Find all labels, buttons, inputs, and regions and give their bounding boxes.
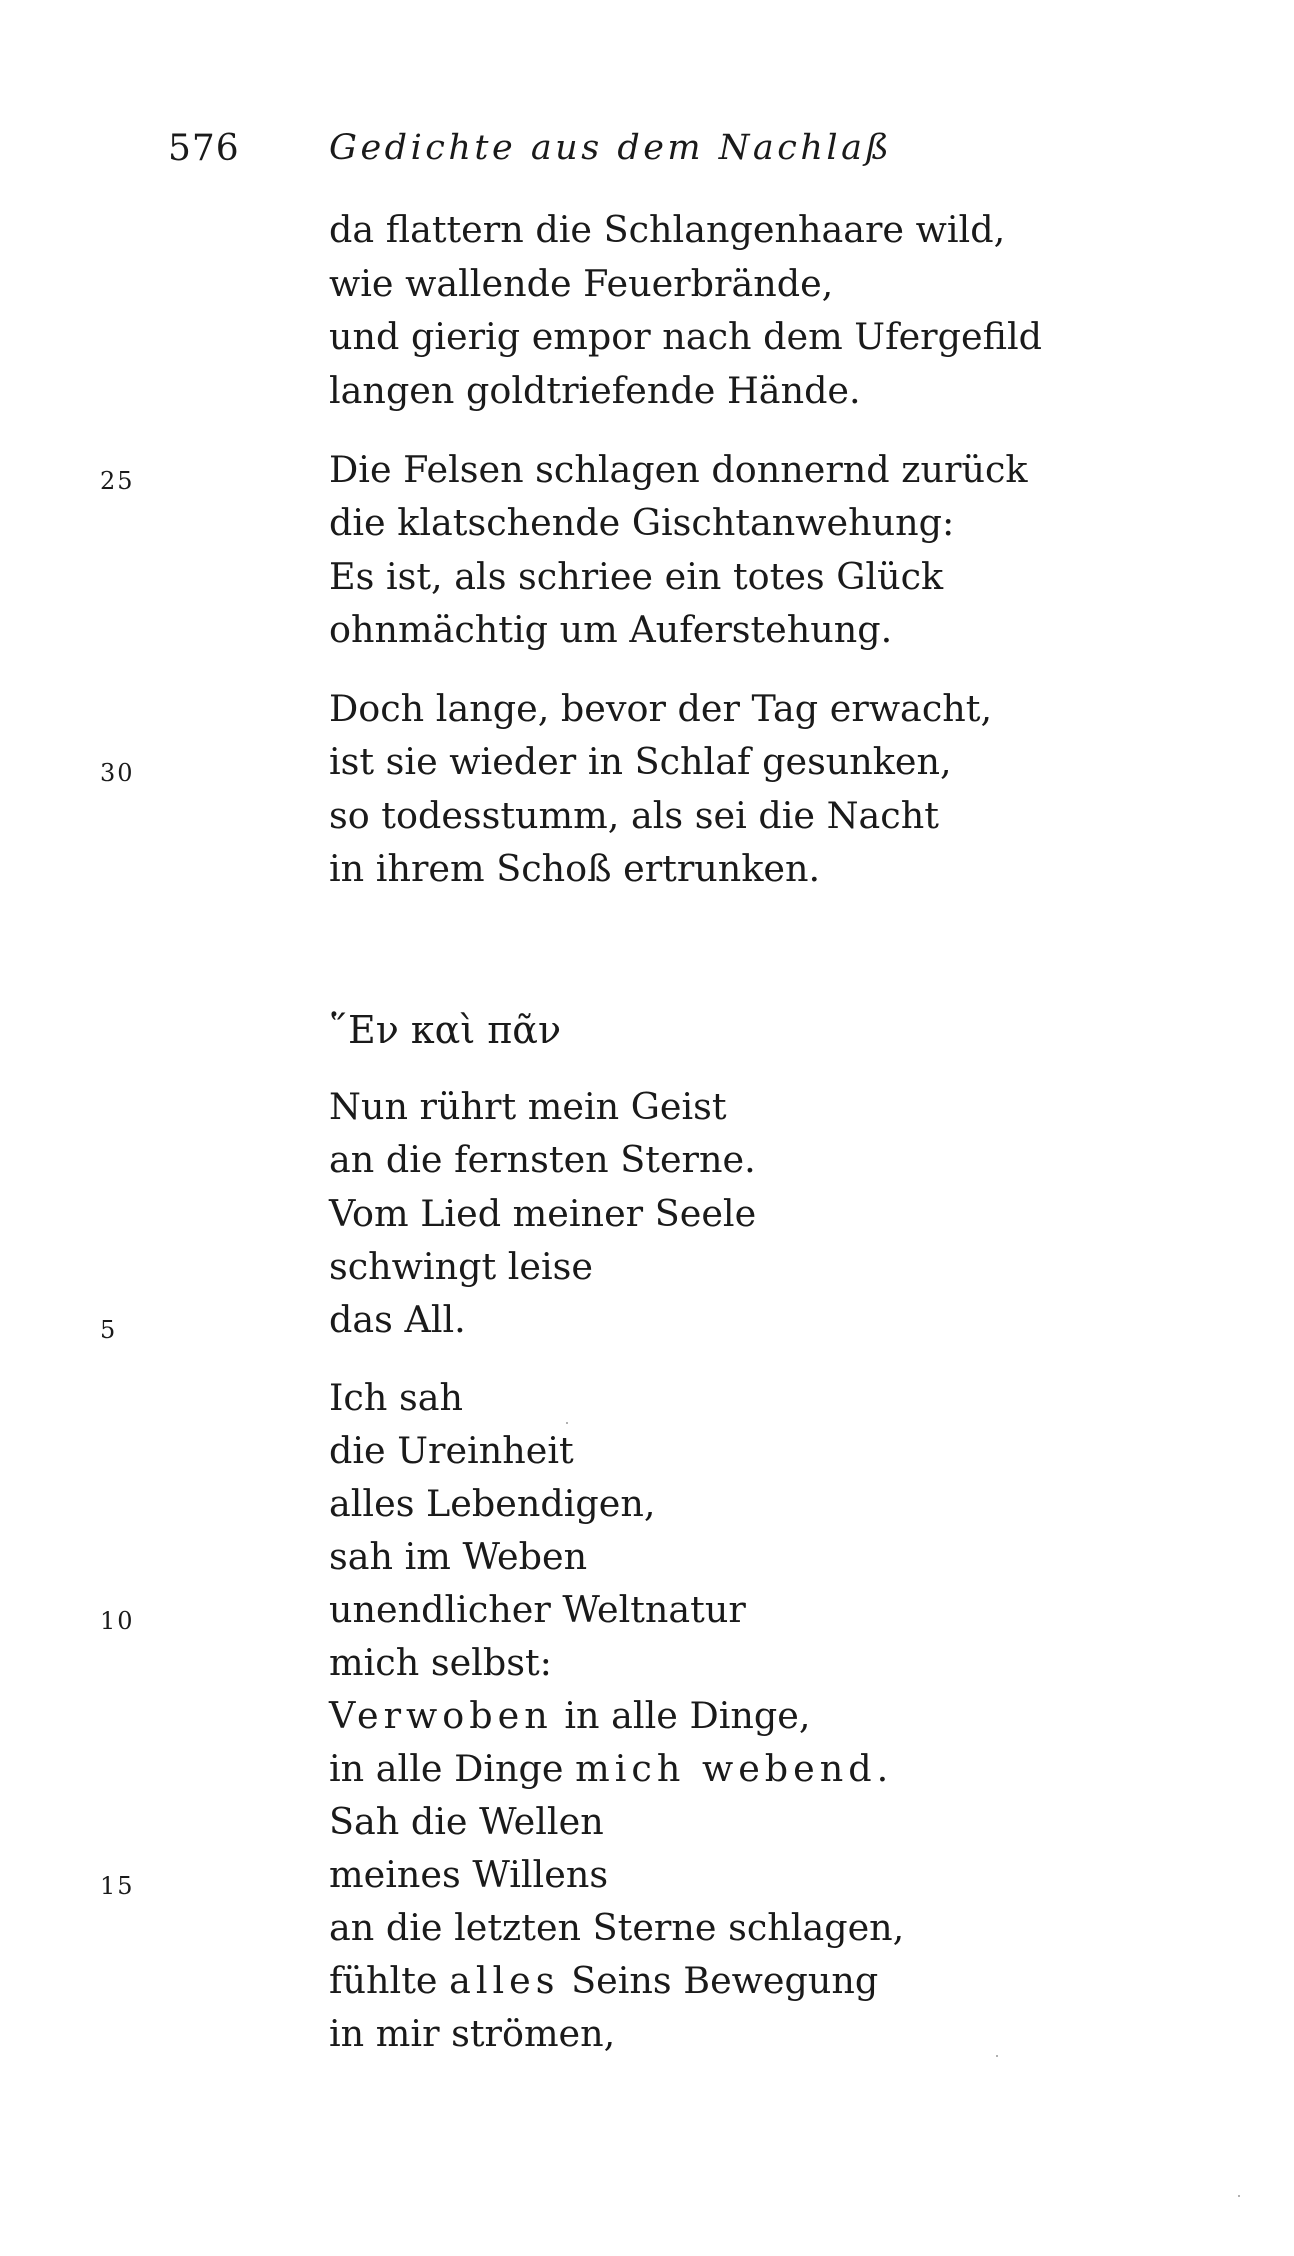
verse-line: unendlicher Weltnatur (329, 1588, 746, 1631)
running-title: Gedichte aus dem Nachlaß (329, 128, 893, 168)
verse-text: in alle Dinge, (564, 1694, 811, 1737)
verse-text: fühlte (329, 1959, 438, 2002)
verse-line: das All. (329, 1298, 466, 1341)
verse-text: in alle Dinge (329, 1747, 564, 1790)
poem-title: ῞Εν καὶ πᾶν (329, 1008, 562, 1052)
spaced-word: alles (449, 1959, 560, 2002)
spaced-word: Verwoben (329, 1694, 553, 1737)
verse-text: Seins Bewegung (571, 1959, 879, 2002)
verse-line: meines Willens (329, 1853, 609, 1896)
verse-line: Sah die Wellen (329, 1800, 604, 1843)
verse-line: an die fernsten Sterne. (329, 1138, 756, 1181)
verse-line: Doch lange, bevor der Tag erwacht, (329, 687, 993, 730)
verse-line: Vom Lied meiner Seele (329, 1192, 757, 1235)
paper-speck (566, 1422, 568, 1424)
paper-speck (996, 2055, 998, 2057)
line-number: 5 (100, 1316, 118, 1344)
verse-line: alles Lebendigen, (329, 1482, 656, 1525)
verse-line: ist sie wieder in Schlaf gesunken, (329, 740, 952, 783)
verse-line: schwingt leise (329, 1245, 594, 1288)
verse-line (329, 1694, 811, 1737)
line-number: 10 (100, 1607, 135, 1635)
page-number: 576 (168, 128, 240, 169)
line-number: 30 (100, 759, 135, 787)
verse-line: da flattern die Schlangenhaare wild, (329, 208, 1006, 251)
verse-line: wie wallende Feuerbrände, (329, 262, 834, 305)
verse-line: Die Felsen schlagen donnernd zurück (329, 448, 1028, 491)
verse-line: in ihrem Schoß ertrunken. (329, 847, 821, 890)
verse-line (329, 1959, 879, 2002)
verse-line: an die letzten Sterne schlagen, (329, 1906, 905, 1949)
verse-line: so todesstumm, als sei die Nacht (329, 794, 939, 837)
spaced-word: mich webend. (575, 1747, 894, 1790)
line-number: 15 (100, 1872, 135, 1900)
verse-line: Es ist, als schriee ein totes Glück (329, 555, 944, 598)
paper-speck (1238, 2195, 1240, 2197)
verse-line: in mir strömen, (329, 2012, 616, 2055)
verse-line: Ich sah (329, 1376, 463, 1419)
verse-line: mich selbst: (329, 1641, 552, 1684)
verse-line: ohnmächtig um Auferstehung. (329, 608, 893, 651)
verse-line: langen goldtriefende Hände. (329, 369, 861, 412)
verse-line: und gierig empor nach dem Ufergefild (329, 315, 1042, 358)
verse-line: sah im Weben (329, 1535, 588, 1578)
verse-line: die Ureinheit (329, 1429, 574, 1472)
verse-line (329, 1747, 894, 1790)
line-number: 25 (100, 467, 135, 495)
verse-line: Nun rührt mein Geist (329, 1085, 727, 1128)
verse-line: die klatschende Gischtanwehung: (329, 501, 955, 544)
